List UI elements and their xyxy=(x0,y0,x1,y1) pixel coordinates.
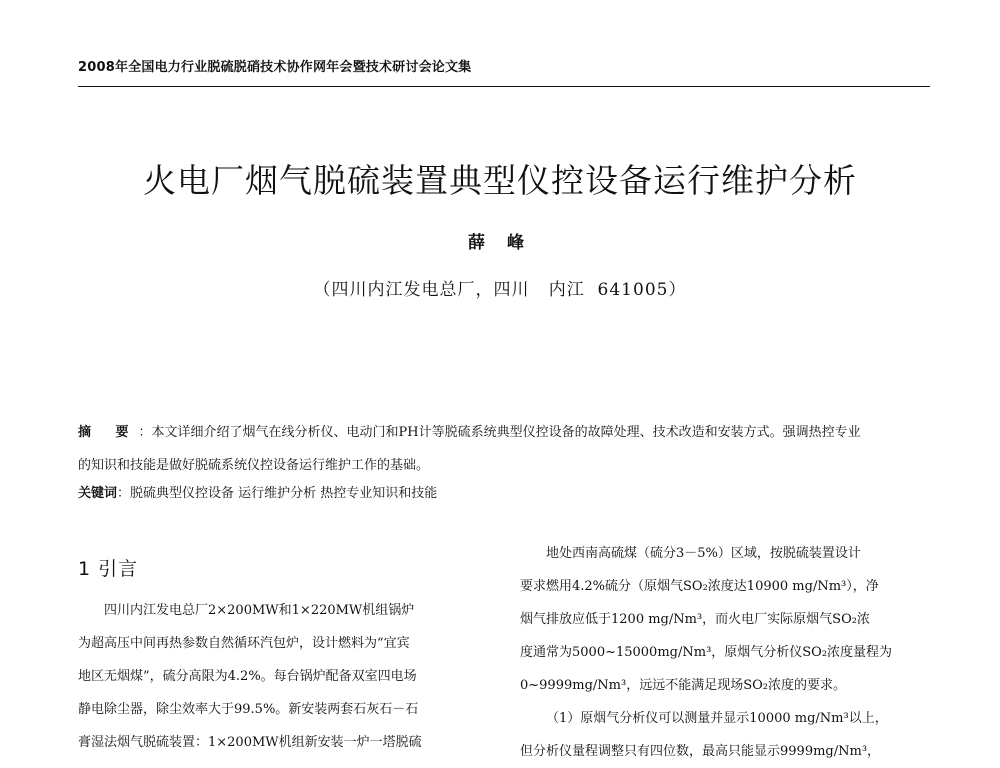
body-line: 静电除尘器，除尘效率大于99.5%。新安装两套石灰石－石 xyxy=(78,702,419,717)
body-line: 0~9999mg/Nm³，远远不能满足现场SO₂浓度的要求。 xyxy=(520,678,846,693)
keywords-text: ：脱硫典型仪控设备 运行维护分析 热控专业知识和技能 xyxy=(117,486,438,501)
keywords xyxy=(78,484,930,504)
abstract-label: 摘 要 xyxy=(78,425,139,440)
abstract-text-line-1: ：本文详细介绍了烟气在线分析仪、电动门和PH计等脱硫系统典型仪控设备的故障处理、技术改造和安装方式。强调热控专业 xyxy=(138,425,861,440)
body-line: 地处西南高硫煤（硫分3－5%）区域，按脱硫装置设计 xyxy=(546,546,861,561)
body-line: 为超高压中间再热参数自然循环汽包炉，设计燃料为“宜宾 xyxy=(78,636,410,651)
abstract-line-1 xyxy=(78,416,930,449)
body-line: 度通常为5000~15000mg/Nm³，原烟气分析仪SO₂浓度量程为 xyxy=(520,645,893,660)
left-paragraph xyxy=(78,594,488,759)
header-rule xyxy=(78,86,930,87)
body-line: 但分析仪量程调整只有四位数，最高只能显示9999mg/Nm³， xyxy=(520,744,881,759)
right-column xyxy=(520,537,930,768)
paper-affiliation: （四川内江发电总厂，四川 内江 641005） xyxy=(313,280,687,300)
body-line: （1）原烟气分析仪可以测量并显示10000 mg/Nm³以上， xyxy=(546,711,888,726)
paper-author: 薛 峰 xyxy=(468,233,532,253)
body-line: 烟气排放应低于1200 mg/Nm³，而火电厂实际原烟气SO₂浓 xyxy=(520,612,870,627)
abstract-text-line-2: 的知识和技能是做好脱硫系统仪控设备运行维护工作的基础。 xyxy=(78,458,430,473)
body-line: 四川内江发电总厂2×200MW和1×220MW机组锅炉 xyxy=(104,603,415,618)
running-header: 2008年全国电力行业脱硫脱硝技术协作网年会暨技术研讨会论文集 xyxy=(78,60,472,75)
right-paragraph-2 xyxy=(520,702,930,768)
body-line: 膏湿法烟气脱硫装置：1×200MW机组新安装一炉一塔脱硫 xyxy=(78,735,422,750)
right-paragraph-1 xyxy=(520,537,930,702)
section-heading: 1 引言 xyxy=(78,558,139,580)
abstract xyxy=(78,416,930,482)
body-line: 要求燃用4.2%硫分（原烟气SO₂浓度达10900 mg/Nm³），净 xyxy=(520,579,879,594)
left-column xyxy=(78,537,488,759)
body-line: 地区无烟煤”，硫分高限为4.2%。每台锅炉配备双室四电场 xyxy=(78,669,417,684)
paper-title: 火电厂烟气脱硫装置典型仪控设备运行维护分析 xyxy=(143,161,857,200)
keywords-label: 关键词 xyxy=(78,486,118,501)
